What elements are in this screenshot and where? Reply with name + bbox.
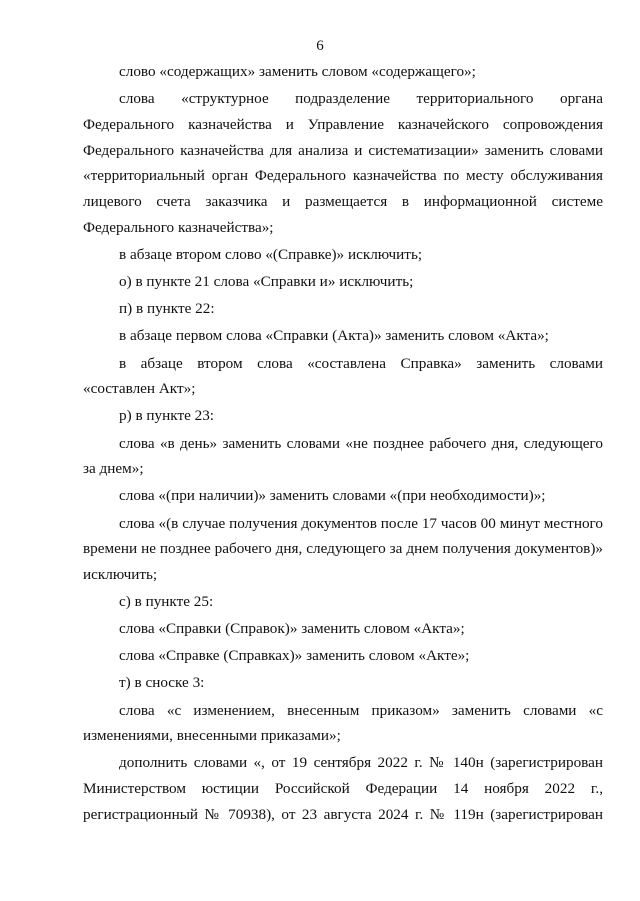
paragraph: о) в пункте 21 слова «Справки и» исключить; <box>119 273 414 291</box>
paragraph: слова «(при наличии)» заменить словами «(при необходимости)»; <box>119 487 546 505</box>
paragraph: слова «Справки (Справок)» заменить словом «Акта»; <box>119 620 465 638</box>
document-body <box>83 59 603 829</box>
paragraph: слова «(в случае получения документов после 17 часов 00 минут местного времени не позднее рабочего дня, следующего за днем получения документов)» исключить; <box>83 514 603 584</box>
paragraph: слова «с изменением, внесенным приказом» заменить словами «с изменениями, внесенными приказами»; <box>83 701 603 745</box>
paragraph: слова «Справке (Справках)» заменить словом «Акте»; <box>119 647 470 665</box>
paragraph: с) в пункте 25: <box>119 593 214 611</box>
paragraph: в абзаце первом слова «Справки (Акта)» заменить словом «Акта»; <box>119 327 549 345</box>
paragraph: в абзаце втором слово «(Справке)» исключить; <box>119 246 423 264</box>
paragraph: дополнить словами «, от 19 сентября 2022 г. № 140н (зарегистрирован Министерством юстиции Российской Федерации 14 ноября 2022 г., регистрационный № 70938), от 23 августа 2024 г. № 119н (зарегистрирован <box>83 754 603 824</box>
page-number: 6 <box>316 38 324 54</box>
paragraph: слова «структурное подразделение территориального органа Федерального казначейства и Управление казначейского сопровождения Федерального казначейства для анализа и систематизации» заменить словами «территориальный орган Федерального казначейства по месту обслуживания лицевого счета заказчика и размещается в информационной системе Федерального казначейства»; <box>83 90 603 237</box>
paragraph: слова «в день» заменить словами «не позднее рабочего дня, следующего за днем»; <box>83 434 603 478</box>
paragraph: р) в пункте 23: <box>119 407 215 425</box>
paragraph: п) в пункте 22: <box>119 300 215 318</box>
paragraph: слово «содержащих» заменить словом «содержащего»; <box>119 63 476 80</box>
paragraph: т) в сноске 3: <box>119 674 205 692</box>
paragraph: в абзаце втором слова «составлена Справка» заменить словами «составлен Акт»; <box>83 354 603 398</box>
